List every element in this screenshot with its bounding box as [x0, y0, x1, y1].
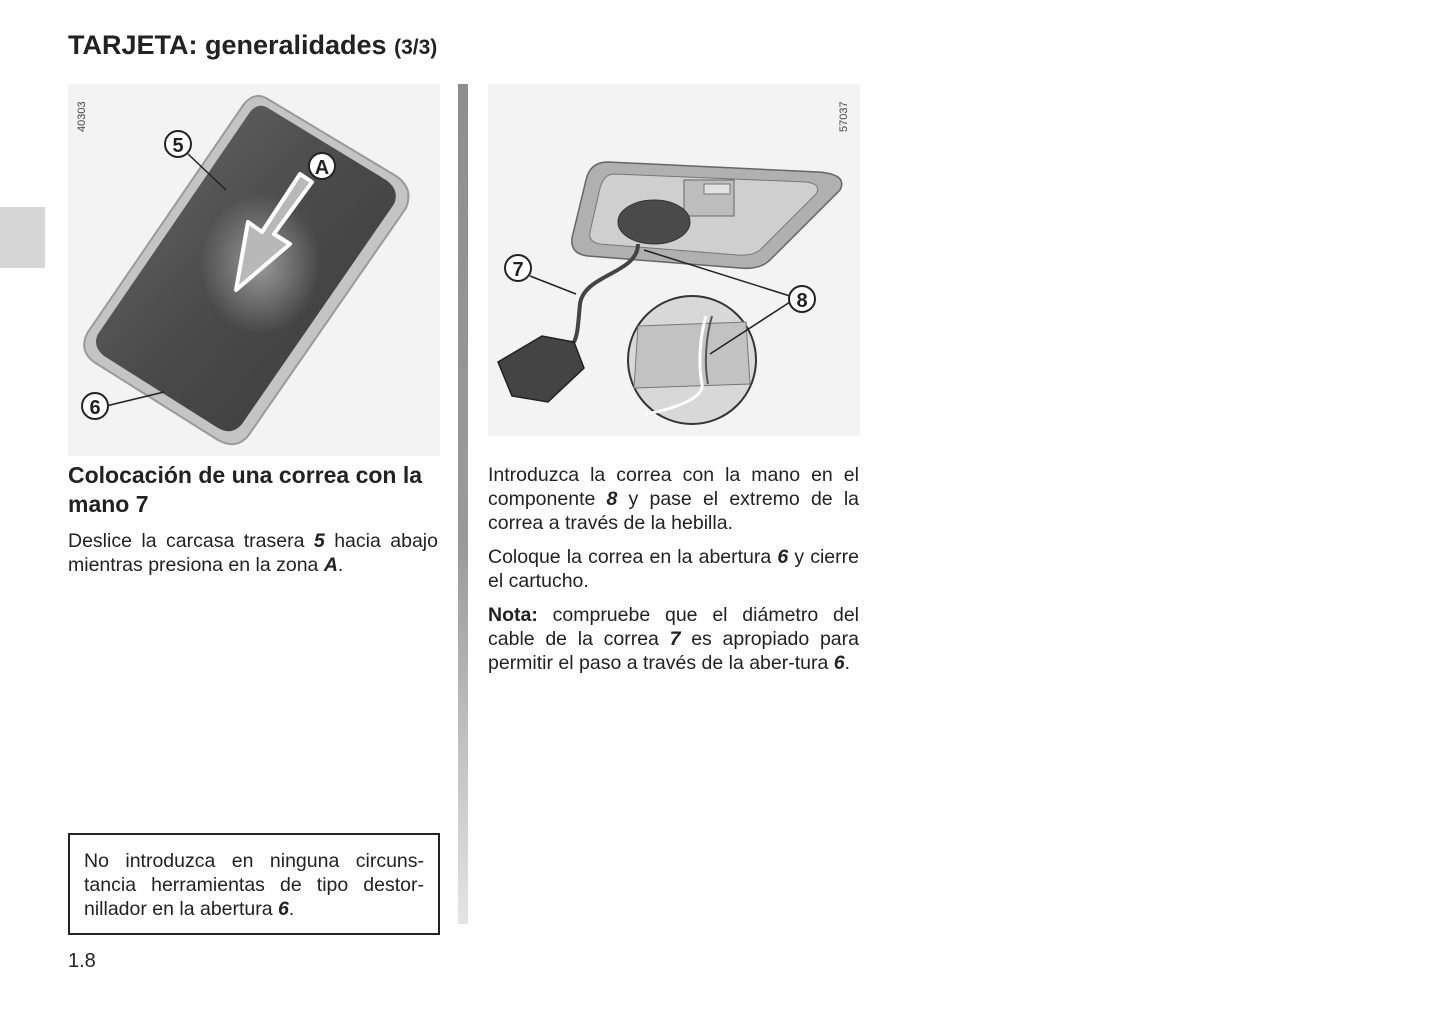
text-segment: Coloque la correa en la abertura: [488, 546, 778, 568]
text-segment: y cierre el cartucho.: [488, 546, 859, 592]
section-tab-marker: [0, 207, 45, 268]
reference-number: 7: [669, 628, 681, 650]
page-title-suffix: (3/3): [394, 36, 438, 59]
page-number: 1.8: [68, 950, 96, 972]
detail-slot: [634, 322, 750, 388]
card-interior-illustration: [488, 84, 860, 436]
reference-number: 6: [278, 898, 289, 920]
figure-code: 57037: [838, 101, 850, 132]
reference-number: 6: [833, 652, 845, 674]
text-segment: Deslice la carcasa trasera: [68, 530, 314, 552]
right-paragraph-3: [488, 603, 859, 675]
right-paragraph-1: [488, 463, 859, 535]
callout-label-7: 7: [512, 259, 524, 281]
callout-label-5: 5: [172, 135, 184, 157]
page-title-main: TARJETA: generalidades: [68, 30, 387, 60]
note-label: Nota:: [488, 604, 538, 626]
callout-label-6: 6: [89, 397, 101, 419]
reference-number: 5: [313, 530, 325, 552]
reference-letter: A: [323, 554, 338, 576]
callout-label-a: A: [314, 157, 330, 179]
column-divider: [458, 84, 468, 924]
text-segment: .: [288, 898, 295, 920]
figure-card-interior: [488, 84, 860, 436]
right-paragraph-2: [488, 545, 859, 593]
warning-box: [68, 833, 440, 935]
text-segment: .: [844, 652, 851, 674]
right-column-text: [488, 463, 859, 675]
text-segment: hacia abajo mientras presiona en la zona: [68, 530, 438, 576]
card-chip-detail: [704, 184, 730, 194]
reference-number: 8: [606, 488, 618, 510]
text-segment: .: [337, 554, 344, 576]
card-shell-illustration: [68, 84, 440, 456]
left-column-text: [68, 529, 438, 577]
figure-code: 40303: [76, 101, 88, 132]
card-battery: [618, 200, 690, 244]
section-heading: Colocación de una correa con la mano 7: [68, 462, 423, 517]
text-segment: es apropiado para permitir el paso a través de la aber-tura: [488, 628, 859, 674]
text-segment: No introduzca en ninguna circuns-tancia herramientas de tipo destor-nillador en la abertura: [84, 850, 424, 920]
page-title: [68, 30, 437, 61]
callout-label-8: 8: [796, 290, 808, 312]
reference-number: 6: [777, 546, 789, 568]
left-paragraph-1: [68, 529, 438, 577]
text-segment: compruebe que el diámetro del cable de la correa: [488, 604, 859, 650]
text-segment: Introduzca la correa con la mano en el componente: [488, 464, 859, 510]
figure-card-shell: [68, 84, 440, 456]
text-segment: y pase el extremo de la correa a través de la hebilla.: [488, 488, 859, 534]
